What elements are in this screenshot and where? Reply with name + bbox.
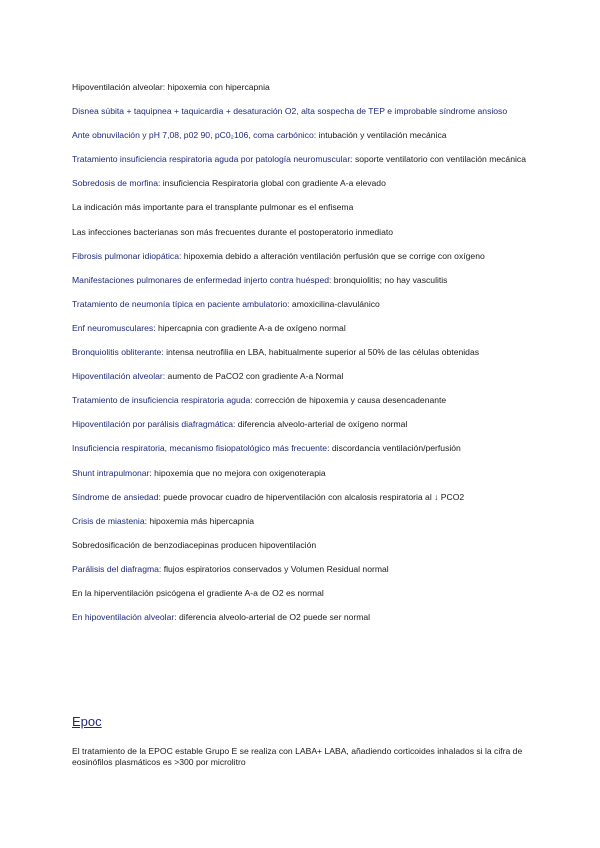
note-term: Disnea súbita + taquipnea + taquicardia + desaturación O2, alta sospecha de TEP e improbable síndrome ansioso — [72, 106, 508, 117]
note-text: intubación y ventilación mecánica — [316, 130, 447, 141]
note-item — [72, 275, 528, 286]
note-item — [72, 468, 528, 479]
note-item — [72, 492, 528, 503]
note-text: aumento de PaCO2 con gradiente A-a Normal — [165, 371, 344, 382]
note-text: intensa neutrofilia en LBA, habitualmente superior al 50% de las células obtenidas — [163, 347, 480, 358]
note-term: Shunt intrapulmonar: — [72, 467, 152, 478]
note-term: Sobredosis de morfina: — [72, 178, 161, 189]
note-item — [72, 323, 528, 334]
note-term: Ante obnuvilación y pH 7,08, p02 90, pC0₂106, coma carbónico: — [72, 130, 317, 141]
note-item — [72, 202, 528, 213]
note-item — [72, 299, 528, 310]
note-text: Las infecciones bacterianas son más frecuentes durante el postoperatorio inmediato — [72, 226, 394, 237]
note-text: bronquiolitis; no hay vasculitis — [331, 274, 448, 285]
note-item — [72, 516, 528, 527]
note-item — [72, 130, 528, 141]
note-term: Síndrome de ansiedad: — [72, 491, 161, 502]
note-term: Parálisis del diafragma: — [72, 563, 162, 574]
note-term: Hipoventilación alveolar: — [72, 371, 166, 382]
note-item — [72, 564, 528, 575]
note-item — [72, 178, 528, 189]
note-term: En hipoventilación alveolar: — [72, 612, 177, 623]
note-text: hipoxemia debido a alteración ventilación perfusión que se corrige con oxígeno — [181, 250, 485, 261]
note-text: En la hiperventilación psicógena el gradiente A-a de O2 es normal — [72, 587, 324, 598]
note-text: hipoxemia más hipercapnia — [146, 515, 254, 526]
note-term: Fibrosis pulmonar idiopática: — [72, 250, 182, 261]
note-term: Tratamiento de insuficiencia respiratoria aguda: — [72, 395, 253, 406]
note-text: puede provocar cuadro de hiperventilación con alcalosis respiratoria al ↓ PCO2 — [160, 491, 465, 502]
note-item — [72, 443, 528, 454]
note-text: diferencia alveolo-arterial de oxígeno normal — [235, 419, 408, 430]
note-text: diferencia alveolo-arterial de O2 puede ser normal — [176, 612, 371, 623]
note-item — [72, 347, 528, 358]
note-text: discordancia ventilación/perfusión — [329, 443, 461, 454]
note-text: hipercapnia con gradiente A-a de oxígeno normal — [155, 322, 346, 333]
note-text: La indicación más importante para el transplante pulmonar es el enfisema — [72, 202, 354, 213]
notes-list — [72, 82, 528, 636]
note-term: Tratamiento insuficiencia respiratoria aguda por patología neuromuscular: — [72, 154, 353, 165]
note-term: Hipoventilación por parálisis diafragmática: — [72, 419, 236, 430]
note-text: hipoxemia que no mejora con oxigenoterapia — [151, 467, 326, 478]
note-item — [72, 371, 528, 382]
note-text: Sobredosificación de benzodiacepinas producen hipoventilación — [72, 539, 317, 550]
note-item — [72, 251, 528, 262]
note-term: Tratamiento de neumonía típica en paciente ambulatorio: — [72, 298, 290, 309]
note-term: Bronquiolitis obliterante: — [72, 347, 164, 358]
note-item — [72, 540, 528, 551]
note-term: Enf neuromusculares: — [72, 322, 156, 333]
note-item — [72, 419, 528, 430]
note-text: soporte ventilatorio con ventilación mecánica — [352, 154, 526, 165]
note-item — [72, 227, 528, 238]
note-text: flujos espiratorios conservados y Volumen Residual normal — [161, 563, 389, 574]
note-text: corrección de hipoxemia y causa desencadenante — [252, 395, 447, 406]
note-text: amoxicilina-clavulánico — [289, 298, 380, 309]
note-term: Insuficiencia respiratoria, mecanismo fisiopatológico más frecuente: — [72, 443, 330, 454]
section-title-epoc: Epoc — [72, 714, 102, 729]
note-item — [72, 154, 528, 165]
note-text: Hipoventilación alveolar: hipoxemia con hipercapnia — [72, 82, 270, 92]
note-item — [72, 106, 528, 117]
note-term: Manifestaciones pulmonares de enfermedad injerto contra huésped: — [72, 274, 332, 285]
note-item — [72, 395, 528, 406]
note-term: Crisis de miastenia: — [72, 515, 147, 526]
note-item — [72, 588, 528, 599]
note-text: insuficiencia Respiratoria global con gradiente A-a elevado — [160, 178, 386, 189]
note-item — [72, 82, 528, 93]
note-item — [72, 612, 528, 623]
epoc-paragraph: El tratamiento de la EPOC estable Grupo E se realiza con LABA+ LABA, añadiendo corticoides inhalados si la cifra de eosinófilos plasmáticos es >300 por microlitro — [72, 746, 523, 767]
